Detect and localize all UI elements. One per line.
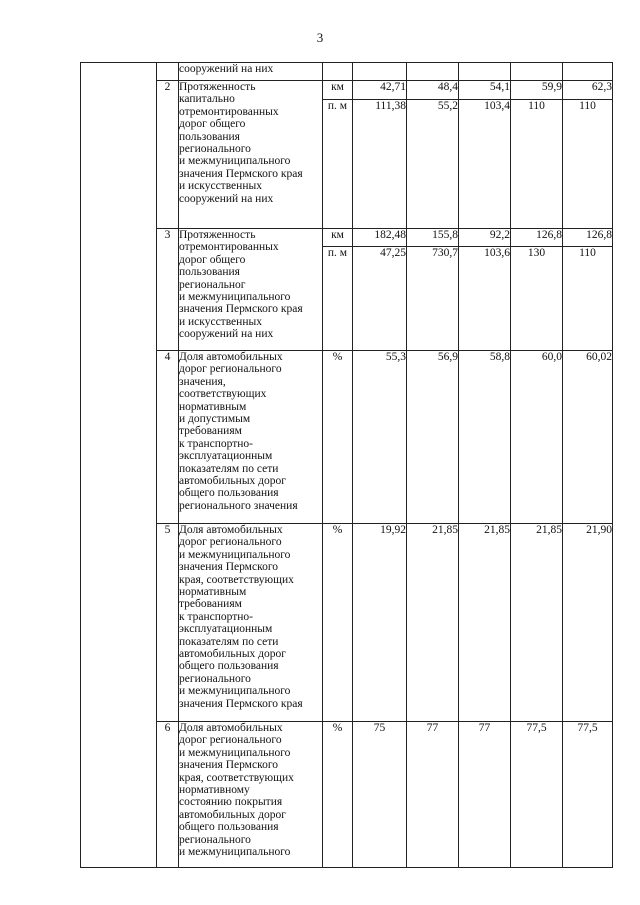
table-row <box>81 351 613 524</box>
value: 62,3 <box>563 81 613 100</box>
indicator-name: Протяженность капитально отремонтированных дорог общего пользования регионального и межмуниципального значения Пермского края и искусственных сооружений на них <box>179 81 323 229</box>
row-number: 5 <box>157 524 179 722</box>
unit: км <box>323 229 353 247</box>
value: 58,8 <box>459 351 511 524</box>
value: 92,2 <box>459 229 511 247</box>
unit: п. м <box>323 100 353 229</box>
cell-blank <box>407 63 459 81</box>
value: 110 <box>563 247 613 351</box>
continuation-text: сооружений на них <box>179 63 323 81</box>
value: 110 <box>511 100 563 229</box>
indicator-name: Доля автомобильных дорог регионального значения, соответствующих нормативным и допустимым требованиям к транспортно- эксплуатационным показателям по сети автомобильных дорог общего пользования регионального значения <box>179 351 323 524</box>
value: 126,8 <box>563 229 613 247</box>
value: 730,7 <box>407 247 459 351</box>
cell-blank <box>157 63 179 81</box>
value: 21,85 <box>511 524 563 722</box>
page-number: 3 <box>316 30 324 45</box>
value: 103,6 <box>459 247 511 351</box>
value: 54,1 <box>459 81 511 100</box>
value: 130 <box>511 247 563 351</box>
cell-blank <box>323 63 353 81</box>
value: 47,25 <box>353 247 407 351</box>
table-row <box>81 524 613 722</box>
table-row <box>81 63 613 81</box>
value: 155,8 <box>407 229 459 247</box>
cell-blank <box>459 63 511 81</box>
value: 48,4 <box>407 81 459 100</box>
value: 77 <box>407 722 459 868</box>
empty-cell <box>81 63 157 868</box>
row-number: 4 <box>157 351 179 524</box>
unit: п. м <box>323 247 353 351</box>
value: 21,85 <box>459 524 511 722</box>
value: 21,85 <box>407 524 459 722</box>
value: 42,71 <box>353 81 407 100</box>
value: 110 <box>563 100 613 229</box>
row-number: 6 <box>157 722 179 868</box>
table-row <box>81 722 613 868</box>
cell-blank <box>511 63 563 81</box>
value: 60,0 <box>511 351 563 524</box>
value: 77,5 <box>563 722 613 868</box>
value: 21,90 <box>563 524 613 722</box>
value: 77,5 <box>511 722 563 868</box>
value: 60,02 <box>563 351 613 524</box>
cell-blank <box>563 63 613 81</box>
value: 55,3 <box>353 351 407 524</box>
unit: % <box>323 351 353 524</box>
indicator-name: Протяженность отремонтированных дорог общего пользования региональног и межмуниципального значения Пермского края и искусственных сооружений на них <box>179 229 323 351</box>
value: 59,9 <box>511 81 563 100</box>
value: 56,9 <box>407 351 459 524</box>
unit: км <box>323 81 353 100</box>
value: 19,92 <box>353 524 407 722</box>
unit: % <box>323 524 353 722</box>
value: 111,38 <box>353 100 407 229</box>
cell-blank <box>353 63 407 81</box>
row-number: 3 <box>157 229 179 351</box>
unit: % <box>323 722 353 868</box>
value: 55,2 <box>407 100 459 229</box>
value: 182,48 <box>353 229 407 247</box>
indicator-name: Доля автомобильных дорог регионального и межмуниципального значения Пермского края, соответствующих нормативному состоянию покрытия автомобильных дорог общего пользования регионального и межмуниципального <box>179 722 323 868</box>
value: 126,8 <box>511 229 563 247</box>
table-row <box>81 81 613 100</box>
indicators-table <box>80 62 613 868</box>
value: 103,4 <box>459 100 511 229</box>
table-row <box>81 229 613 247</box>
value: 77 <box>459 722 511 868</box>
value: 75 <box>353 722 407 868</box>
row-number: 2 <box>157 81 179 229</box>
indicator-name: Доля автомобильных дорог регионального и межмуниципального значения Пермского края, соответствующих нормативным требованиям к транспортно- эксплуатационным показателям по сети автомобильных дорог общего пользования регионального и межмуниципального значения Пермского края <box>179 524 323 722</box>
